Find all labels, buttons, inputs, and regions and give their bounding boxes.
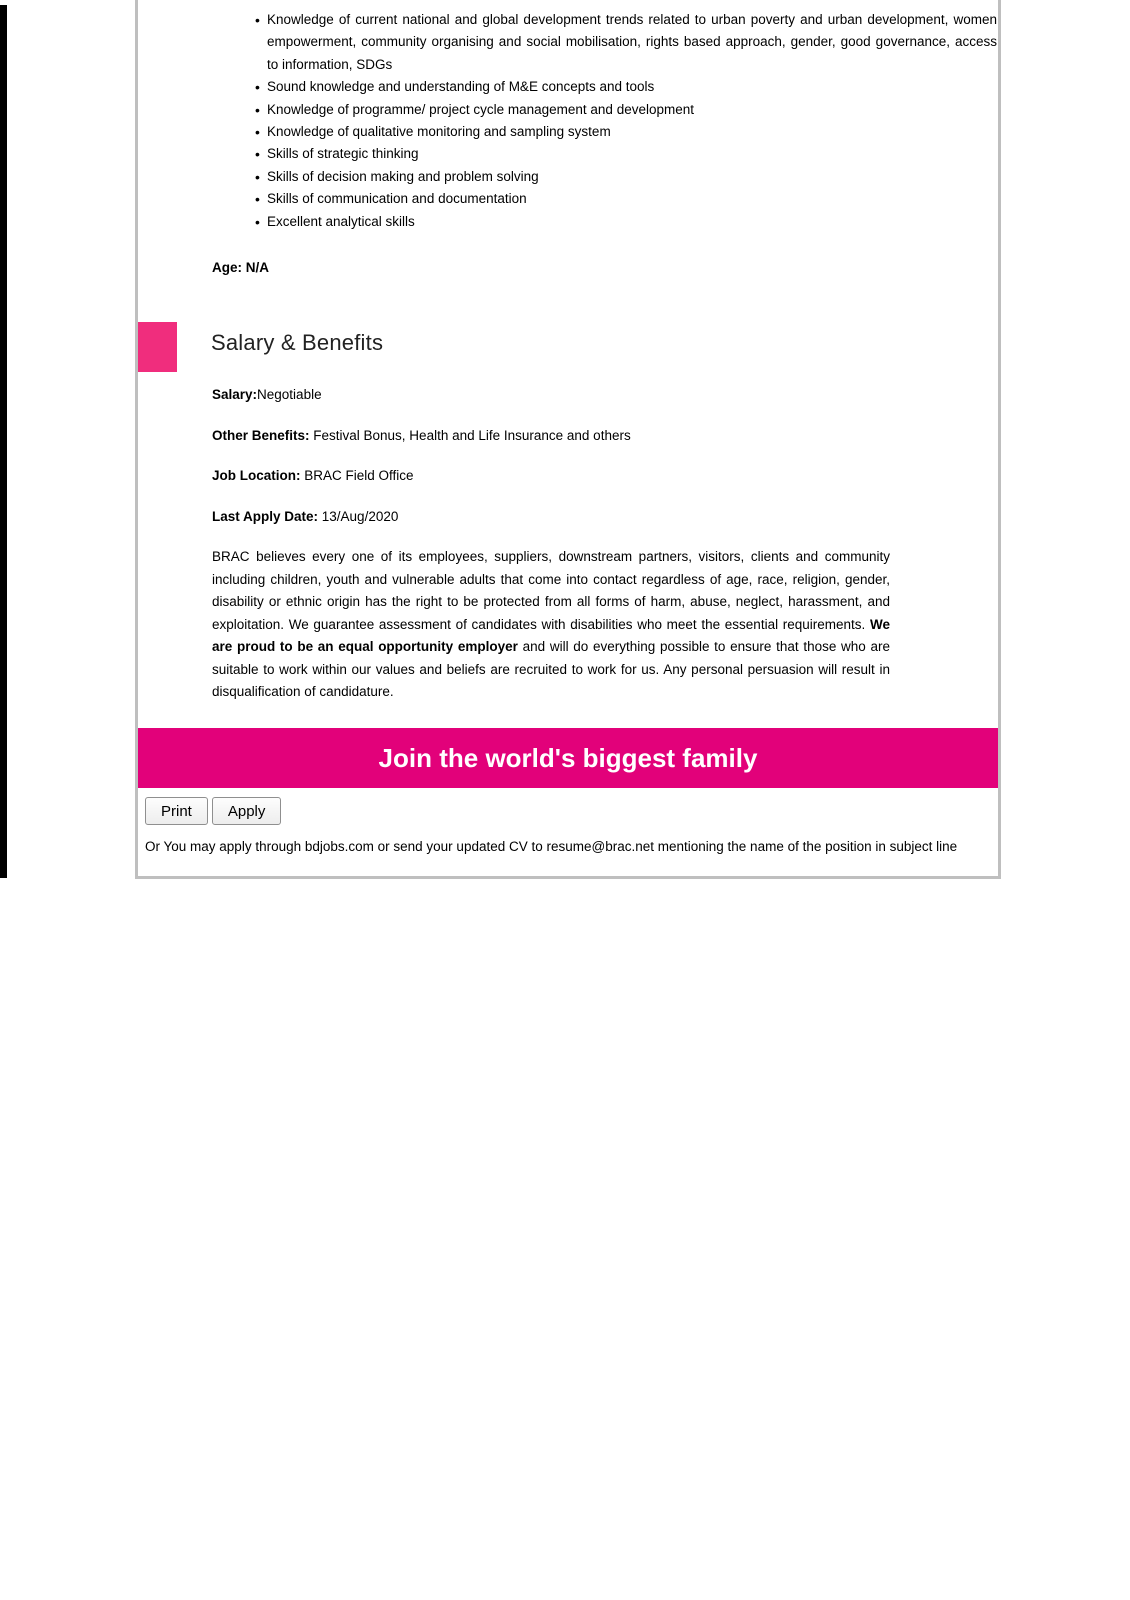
equal-opportunity-statement <box>212 546 890 704</box>
last-apply-date-field <box>212 508 398 525</box>
apply-button[interactable]: Apply <box>212 797 282 825</box>
requirement-item: • Sound knowledge and understanding of M&E concepts and tools <box>254 76 997 98</box>
other-benefits-value: Festival Bonus, Health and Life Insurance and others <box>309 428 631 443</box>
requirement-item: • Excellent analytical skills <box>254 211 997 233</box>
last-apply-date-value: 13/Aug/2020 <box>318 509 399 524</box>
job-posting-panel <box>135 0 1001 879</box>
salary-label: Salary: <box>212 387 258 402</box>
action-buttons <box>145 797 281 825</box>
requirement-item: • Skills of decision making and problem solving <box>254 166 997 188</box>
requirement-item: • Knowledge of qualitative monitoring and sampling system <box>254 121 997 143</box>
requirement-item: • Skills of strategic thinking <box>254 143 997 165</box>
job-location-value: BRAC Field Office <box>300 468 414 483</box>
section-title-salary-benefits: Salary & Benefits <box>211 330 384 355</box>
join-family-banner <box>138 728 998 788</box>
apply-instructions: Or You may apply through bdjobs.com or send your updated CV to resume@brac.net mentioning the name of the position in subject line <box>145 839 958 854</box>
job-location-field <box>212 467 414 484</box>
page-left-edge-bar <box>0 5 7 878</box>
requirements-list <box>254 9 997 233</box>
salary-field <box>212 386 322 403</box>
requirement-item: • Skills of communication and documentation <box>254 188 997 210</box>
other-benefits-label: Other Benefits: <box>212 428 310 443</box>
salary-value: Negotiable <box>257 387 322 402</box>
banner-text: Join the world's biggest family <box>378 742 758 773</box>
print-button[interactable]: Print <box>145 797 208 825</box>
section-marker <box>138 322 177 372</box>
requirement-item: • Knowledge of current national and global development trends related to urban poverty and urban development, women empowerment, community organising and social mobilisation, rights based approach, gender, good governance, access to information, SDGs <box>254 9 997 76</box>
other-benefits-field <box>212 427 631 444</box>
statement-bold-phrase: We are proud to be an equal opportunity employer <box>212 616 890 654</box>
job-location-label: Job Location: <box>212 468 301 483</box>
age-text: Age: N/A <box>212 260 269 275</box>
statement-text-before: BRAC believes every one of its employees, suppliers, downstream partners, visitors, clients and community including children, youth and vulnerable adults that come into contact regardless of age, race, religion, gender, disability or ethnic origin has the right to be protected from all forms of harm, abuse, neglect, harassment, and exploitation. We guarantee assessment of candidates with disabilities who meet the essential requirements. <box>212 549 890 632</box>
last-apply-date-label: Last Apply Date: <box>212 509 319 524</box>
statement-text-after: and will do everything possible to ensure that those who are suitable to work within our values and beliefs are recruited to work for us. Any personal persuasion will result in disqualification of candidature. <box>212 639 891 699</box>
requirement-item: • Knowledge of programme/ project cycle management and development <box>254 99 997 121</box>
